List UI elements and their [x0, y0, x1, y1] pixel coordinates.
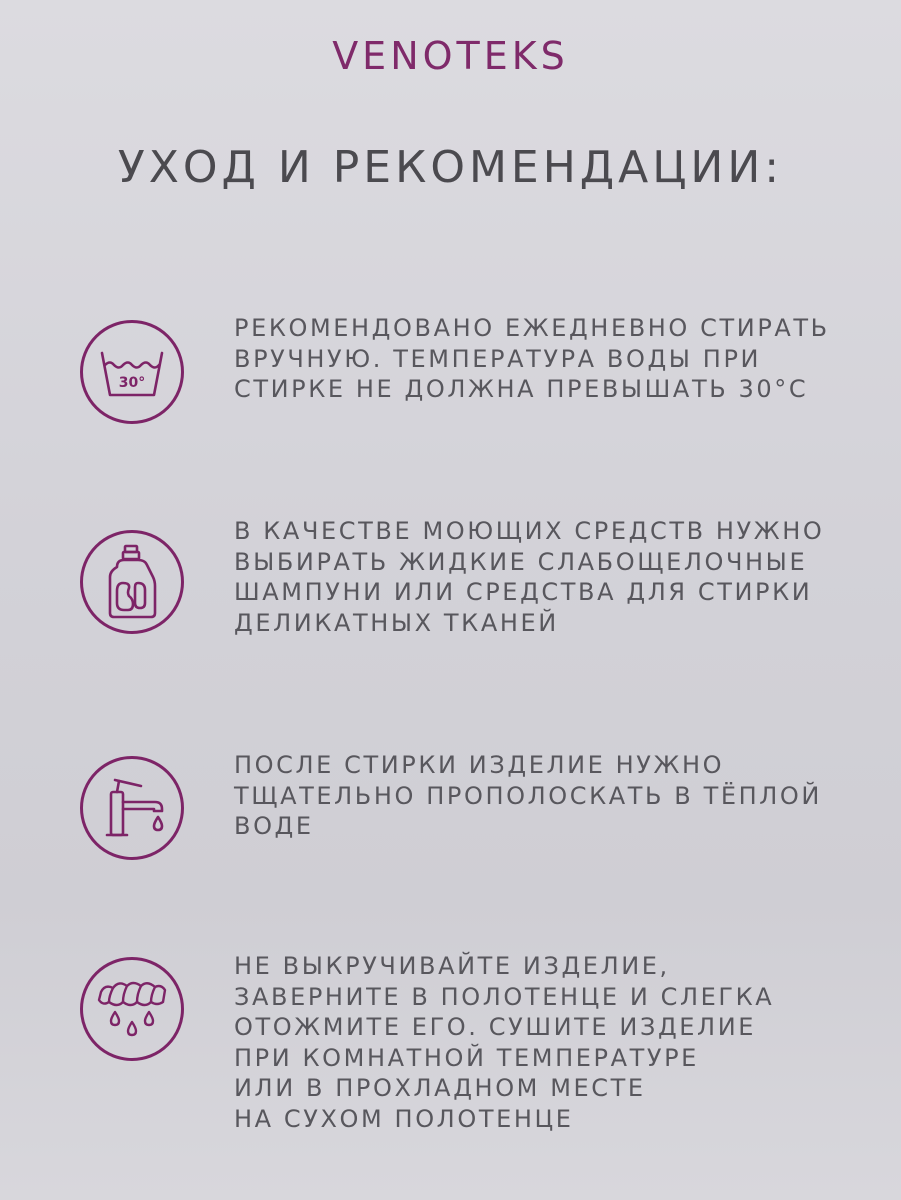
text-line: ШАМПУНИ ИЛИ СРЕДСТВА ДЛЯ СТИРКИ: [234, 578, 813, 606]
text-line: СТИРКЕ НЕ ДОЛЖНА ПРЕВЫШАТЬ 30°С: [234, 375, 809, 403]
wring-towel-icon: [80, 957, 184, 1061]
detergent-bottle-icon: [80, 530, 184, 634]
hand-wash-temp-label: 30°: [118, 375, 146, 391]
text-line: ПОСЛЕ СТИРКИ ИЗДЕЛИЕ НУЖНО: [234, 751, 725, 779]
text-line: ВРУЧНУЮ. ТЕМПЕРАТУРА ВОДЫ ПРИ: [234, 344, 762, 373]
text-line: ДЕЛИКАТНЫХ ТКАНЕЙ: [234, 608, 559, 637]
text-line: ИЛИ В ПРОХЛАДНОМ МЕСТЕ: [234, 1074, 646, 1102]
text-line: НА СУХОМ ПОЛОТЕНЦЕ: [234, 1104, 574, 1133]
text-line: ВЫБИРАТЬ ЖИДКИЕ СЛАБОЩЕЛОЧНЫЕ: [234, 547, 808, 576]
care-text-1: [234, 313, 874, 405]
brand-logo: VENOTEKS: [332, 34, 569, 78]
text-line: НЕ ВЫКРУЧИВАЙТЕ ИЗДЕЛИЕ,: [234, 952, 670, 980]
text-line: ТЩАТЕЛЬНО ПРОПОЛОСКАТЬ В ТЁПЛОЙ: [234, 781, 822, 810]
text-line: ЗАВЕРНИТЕ В ПОЛОТЕНЦЕ И СЛЕГКА: [234, 982, 775, 1011]
care-text-4: [234, 951, 874, 1134]
text-line: ВОДЕ: [234, 812, 314, 840]
text-line: РЕКОМЕНДОВАНО ЕЖЕДНЕВНО СТИРАТЬ: [234, 314, 830, 342]
text-line: ПРИ КОМНАТНОЙ ТЕМПЕРАТУРЕ: [234, 1043, 699, 1072]
care-text-3: [234, 750, 874, 842]
care-text-2: [234, 516, 874, 638]
page-title: УХОД И РЕКОМЕНДАЦИИ:: [117, 142, 784, 193]
faucet-icon: [80, 756, 184, 860]
text-line: В КАЧЕСТВЕ МОЮЩИХ СРЕДСТВ НУЖНО: [234, 517, 825, 545]
hand-wash-30-icon: [80, 320, 184, 424]
text-line: ОТОЖМИТЕ ЕГО. СУШИТЕ ИЗДЕЛИЕ: [234, 1013, 757, 1041]
